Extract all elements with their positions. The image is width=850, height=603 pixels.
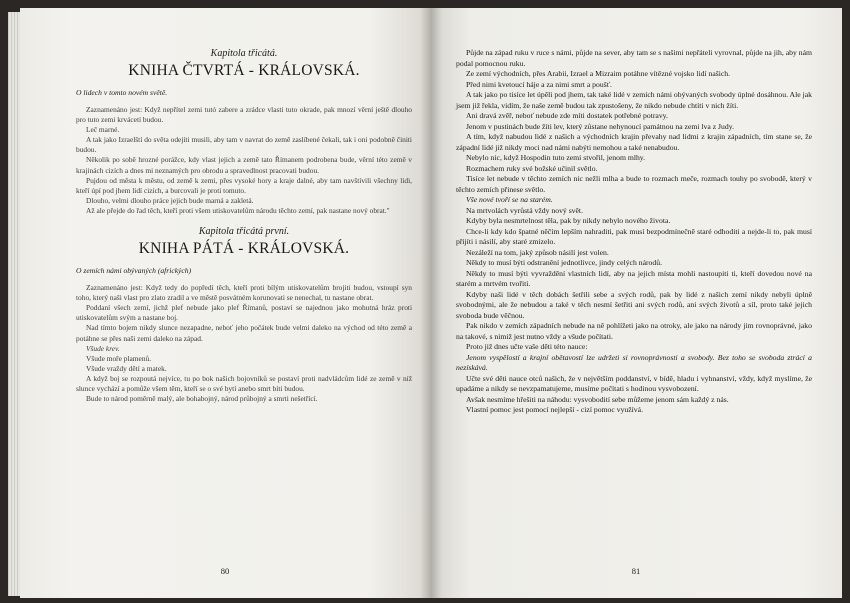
paragraph: Poddaní všech zemí, jichž plef nebude jako plef Římanů, postaví se najednou jako mohutná hráz proti utiskovatelům svým a nastane boj. xyxy=(76,303,412,323)
paragraph: Někdy to musí býti vyvraždění vlastních lidí, aby na jejich místa mohli nastoupiti ti, kteří dovedou nové na starém a mrtvém tvořiti. xyxy=(456,268,812,288)
paragraph: Nad tímto bojem nikdy slunce nezapadne, neboť jeho počátek bude velmi daleko na východ od této země a potáhne se přes naši zemi daleko na západ. xyxy=(76,323,412,343)
paragraph: Několik po sobě hrozné porážce, kdy vlast jejich a země tato Římanem podrobena bude, věrní této země v krajinách cizích a dnes mi neznamých pro obrodu a spravedlnost pracovati budou. xyxy=(76,155,412,175)
paragraph-group xyxy=(76,283,412,404)
paragraph: Avšak nesmíme hřešiti na náhodu: vysvobodití sebe můžeme jenom sám každý z nás. xyxy=(466,394,729,404)
paragraph: Leč marné. xyxy=(86,125,120,135)
paragraph: A tak jako Izraelští do světa odejíti musili, aby tam v navrat do země zaslíbené čekali, tak i oni podobně činiti budou. xyxy=(76,135,412,155)
paragraph: Všude krev. xyxy=(86,343,120,353)
paragraph: Zaznamenáno jest: Když nepřítel zemi tutó zabere a zrádce vlasti tuto okrade, pak mnozí věrní ještě dlouho pro tuto zemi krvácetí budou. xyxy=(76,105,412,125)
paragraph: Pujdou od města k městu, od země k zemi, přes vysoké hory a kraje dalné, aby tam navštívili všechny lidi, kteří úpí pod jhem lidí cizích, a burcovali je proti tomuto. xyxy=(76,175,412,195)
paragraph: Bude to národ poměrně malý, ale bohabojný, národ průbojný a smrti nešetřící. xyxy=(86,394,318,404)
paragraph: Až ale přejde do řad těch, kteří proti všem utiskovatelům národu těchto zemí, pak nastane nový obrat." xyxy=(86,205,390,215)
paragraph: Pak nikdo v zemích západních nebude na ně pohlížeti jako na otroky, ale jako na národy jim rovnoprávné, jako na takové, s nimiž jest nutno vždy a všude počítati. xyxy=(456,321,812,341)
page-number: 81 xyxy=(631,566,641,576)
paragraph: Nezáleží na tom, jaký způsob násilí jest volen. xyxy=(466,247,609,257)
paragraph-group xyxy=(76,105,412,216)
paragraph: Ani dravá zvěř, neboť nebude zde míti dostatek potřebné potravy. xyxy=(466,111,668,120)
paragraph: Všude vraždy dětí a matek. xyxy=(86,363,167,373)
book-title: KNIHA PÁTÁ - KRÁLOVSKÁ. xyxy=(138,240,350,258)
paragraph: Tisíce let nebude v těchto zemích nic nežli mlha a bude to rozmach meče, rozmach touhy po svobodě, který v těchto zemích přinese světlo. xyxy=(456,174,812,194)
section-subtitle: O lidech v tomto novém světě. xyxy=(76,88,168,97)
paragraph: Rozmachem ruky své božské učinil světlo. xyxy=(466,163,598,173)
paragraph: Ze zemí východních, přes Arabii, Izrael a Mizraim potáhne vítězné vojsko lidí našich. xyxy=(466,69,731,78)
book-gutter xyxy=(420,8,442,598)
paragraph: Někdy to musí býti odstranění jednotlivce, jindy celých národů. xyxy=(466,258,662,267)
paragraph: Jenom v pustinách bude žíti lev, který zůstane nehynoucí památnou na zemi lva z Judy. xyxy=(466,121,734,131)
paragraph: Půjde na západ ruku v ruce s námi, půjde na sever, aby tam se s našimi nepřáteli vyrovnal, půjde na jih, aby nám podal pomocnou ruku. xyxy=(456,48,812,68)
paragraph: Nebylo nic, když Hospodin tuto zemi stvořil, jenom mlhy. xyxy=(466,153,646,162)
paragraph: A tím, když nabudou lidé z našich a východních krajin převahy nad lidmi z krajin západních, tím stane se, že západní lidé již nikdy moci nad námi nabýti nemohou a také nenabudou. xyxy=(456,132,812,152)
paragraph: Všude moře plamenů. xyxy=(86,353,152,363)
paragraph: Proto již dnes učte vaše děti této nauce: xyxy=(466,342,588,351)
chapter-heading: Kapitola třicátá. xyxy=(210,48,278,59)
section-subtitle: O zemích námi obývaných (afrických) xyxy=(76,266,192,276)
paragraph: Vlastní pomoc jest pomocí nejlepší - cizí pomoc využívá. xyxy=(466,405,643,414)
paragraph: A když boj se rozpoutá nejvíce, tu po bok našich bojovníků se postaví proti nadvládcům lidé ze země v níž slunce vychází a pomůže všem těm, kteří se o své bytí anebo smrt bíti budou. xyxy=(76,373,412,393)
paragraph: Učte své děti nauce otců našich, že v největším poddanství, v bídě, hladu i vyhnanství, vždy, když myslíme, že upadáme a nikdy se nevzpamatujeme, musíme počítati s hodinou vysvobození. xyxy=(456,373,812,393)
paragraph-group xyxy=(456,48,812,416)
paragraph: Kdyby naši lidé v těch dobách šetřili sebe a svých rodů, pak by lidé z našich zemí nikdy nebyli úplně svobodnými, ale že nebudou a také v těch nesmí šetřiti ani svých rodů, ani svých životů a síl, proto také jejich svoboda bude věčnou. xyxy=(456,289,812,320)
paragraph: Vše nové tvoří se na starém. xyxy=(466,195,553,204)
book-title: KNIHA ČTVRTÁ - KRÁLOVSKÁ. xyxy=(128,62,360,79)
chapter-heading: Kapitola třicátá první. xyxy=(198,226,290,238)
paragraph: Před nimi kvetoucí háje a za nimi smrt a poušť. xyxy=(466,79,612,89)
paragraph: Chce-li kdy kdo špatné něčím lepším nahraditi, pak musí bezpodmínečně staré odhoditi a nejde-li to, pak musí přijíti i násilí, aby staré zmizelo. xyxy=(456,226,812,246)
left-page xyxy=(20,8,430,598)
paragraph: Na mrtvolách vyrůstá vždy nový svět. xyxy=(466,205,583,215)
paragraph: A tak jako po tisíce let úpěli pod jhem, tak také lidé v zemích námi obývaných svobody úplné dosáhnou. Ale jak jsem již řekla, vidím, že naše země budou tak zpustošeny, že nikdo nebude chtíti v nich žíti. xyxy=(456,90,812,110)
paragraph: Zaznamenáno jest: Když tedy do popředí těch, kteří proti bílým utiskovatelům brojiti budou, vstoupí syn toho, který naši vlast pro zlato zradil a ve městě posvátném korunovati se nenechal, tu nastane obrat. xyxy=(76,283,412,303)
paragraph: Jenom vyspělostí a krajní obětavostí lze udržeti si rovnoprávnosti a svobody. Bez toho se svoboda ztrácí a nezískává. xyxy=(456,352,812,372)
paragraph: Dlouho, velmi dlouho práce jejich bude marná a zakletá. xyxy=(86,195,254,205)
page-number: 80 xyxy=(220,566,230,576)
right-page xyxy=(430,8,842,598)
paragraph: Kdyby byla nesmrtelnost těla, pak by nikdy nebylo nového života. xyxy=(466,216,671,225)
